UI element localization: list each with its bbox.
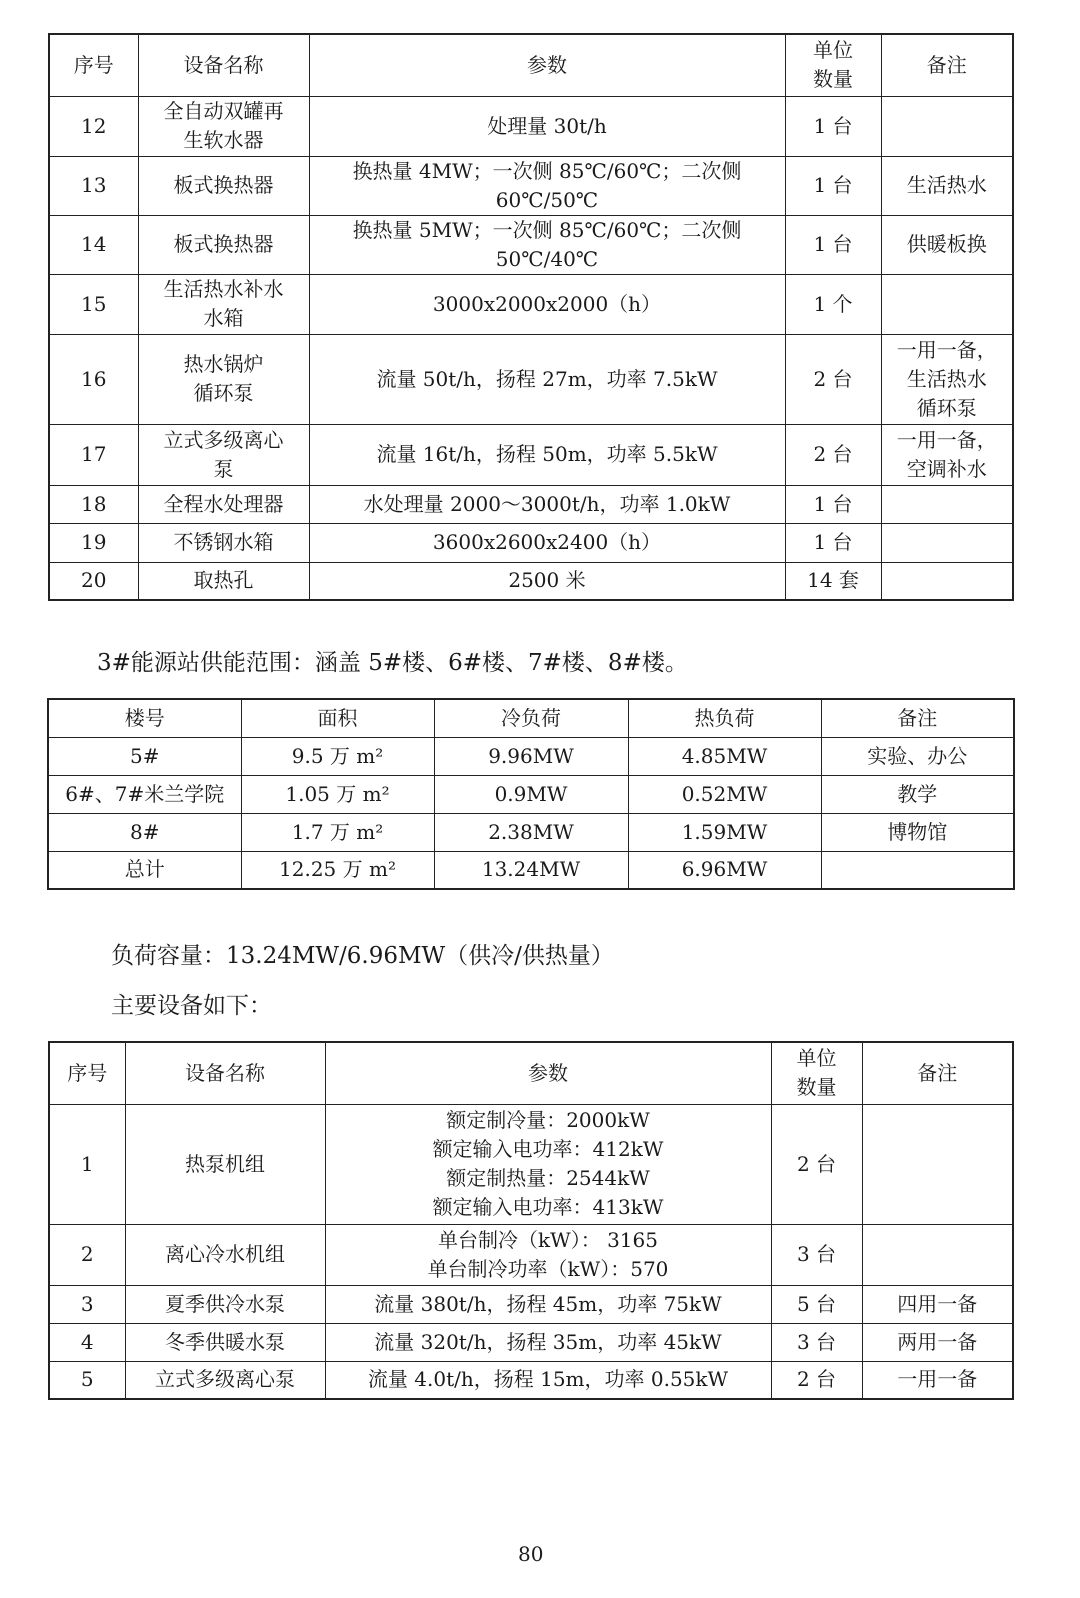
cell-heating-load: 4.85MW <box>628 737 821 775</box>
cell-note <box>881 334 1013 424</box>
cell-no: 5 <box>49 1361 125 1399</box>
cell-note <box>862 1104 1013 1224</box>
table-row <box>49 274 1013 334</box>
cell-cooling-load: 2.38MW <box>434 813 628 851</box>
cell-area: 1.7 万 m² <box>241 813 434 851</box>
cell-note <box>862 1361 1013 1399</box>
table-row <box>49 1224 1013 1285</box>
cell-note-line: 生活热水 <box>906 366 987 391</box>
cell-qty: 1 台 <box>785 215 881 274</box>
cell-name-line: 循环泵 <box>193 381 254 405</box>
cell-heating-load: 0.52MW <box>628 775 821 813</box>
cell-params <box>309 485 785 523</box>
cell-no: 17 <box>49 424 138 485</box>
cell-cooling-load: 13.24MW <box>434 851 628 889</box>
cell-no: 20 <box>49 562 138 600</box>
cell-name-line: 夏季供冷水泵 <box>165 1291 285 1316</box>
cell-params <box>309 334 785 424</box>
cell-params-line: 换热量 5MW；一次侧 85℃/60℃；二次侧 <box>352 217 742 242</box>
cell-note <box>881 424 1013 485</box>
cell-params <box>309 424 785 485</box>
header-no: 序号 <box>49 34 138 96</box>
cell-building: 5# <box>48 737 241 775</box>
table-row <box>49 334 1013 424</box>
cell-name-line: 立式多级离心 <box>163 427 284 452</box>
cell-note <box>881 156 1013 215</box>
cell-params-line: 50℃/40℃ <box>495 246 599 271</box>
header-heating-load: 热负荷 <box>628 699 821 737</box>
cell-name-line: 生软水器 <box>183 128 264 152</box>
cell-name-line: 热泵机组 <box>185 1151 265 1176</box>
cell-name <box>138 334 309 424</box>
cell-note-line: 空调补水 <box>906 456 987 481</box>
cell-params <box>325 1361 771 1399</box>
cell-params-line: 换热量 4MW；一次侧 85℃/60℃；二次侧 <box>352 158 742 183</box>
equipment-table-1 <box>48 33 1014 601</box>
cell-qty: 1 台 <box>785 96 881 156</box>
cell-name-line: 离心冷水机组 <box>165 1242 285 1266</box>
header-row <box>49 1042 1013 1104</box>
cell-name <box>125 1224 325 1285</box>
cell-params-line: 3600x2600x2400（h） <box>432 530 662 554</box>
cell-params-line: 2500 米 <box>508 568 586 593</box>
header-note: 备注 <box>821 699 1014 737</box>
cell-qty: 1 台 <box>785 523 881 562</box>
cell-name <box>138 424 309 485</box>
cell-params-line: 流量 380t/h，扬程 45m，功率 75kW <box>374 1291 722 1316</box>
cell-qty: 3 台 <box>771 1323 862 1361</box>
cell-note-line: 四用一备 <box>897 1291 978 1316</box>
cell-params-line: 60℃/50℃ <box>495 187 599 212</box>
cell-no: 16 <box>49 334 138 424</box>
cell-building: 6#、7#米兰学院 <box>48 775 241 813</box>
cell-name <box>138 156 309 215</box>
cell-heating-load: 6.96MW <box>628 851 821 889</box>
cell-params <box>309 96 785 156</box>
cell-qty: 2 台 <box>771 1361 862 1399</box>
cell-name <box>138 523 309 562</box>
cell-params-line: 额定输入电功率：412kW <box>432 1137 664 1161</box>
table-row <box>49 523 1013 562</box>
table-row <box>48 737 1014 775</box>
cell-note-line: 生活热水 <box>906 173 987 197</box>
page-number: 80 <box>518 1542 544 1566</box>
header-cooling-load: 冷负荷 <box>434 699 628 737</box>
cell-qty: 2 台 <box>771 1104 862 1224</box>
cell-qty: 1 台 <box>785 485 881 523</box>
header-qty-line: 单位 <box>796 1046 837 1071</box>
cell-name-line: 板式换热器 <box>173 173 274 197</box>
cell-qty: 1 台 <box>785 156 881 215</box>
cell-params <box>309 156 785 215</box>
cell-note <box>881 562 1013 600</box>
cell-note <box>862 1285 1013 1323</box>
cell-name <box>138 274 309 334</box>
cell-qty: 3 台 <box>771 1224 862 1285</box>
table-row <box>49 485 1013 523</box>
cell-name <box>138 215 309 274</box>
cell-building: 总计 <box>48 851 241 889</box>
cell-name-line: 全程水处理器 <box>163 491 284 516</box>
cell-heating-load: 1.59MW <box>628 813 821 851</box>
cell-building: 8# <box>48 813 241 851</box>
cell-area: 9.5 万 m² <box>241 737 434 775</box>
cell-name <box>125 1104 325 1224</box>
cell-params-line: 流量 4.0t/h，扬程 15m，功率 0.55kW <box>367 1367 729 1392</box>
cell-name <box>138 96 309 156</box>
cell-area: 1.05 万 m² <box>241 775 434 813</box>
table-row <box>49 562 1013 600</box>
cell-params <box>325 1224 771 1285</box>
header-row <box>48 699 1014 737</box>
cell-params <box>325 1285 771 1323</box>
cell-params-line: 水处理量 2000～3000t/h，功率 1.0kW <box>363 491 731 516</box>
header-no: 序号 <box>49 1042 125 1104</box>
cell-params-line: 单台制冷功率（kW）：570 <box>427 1256 669 1281</box>
header-name: 设备名称 <box>138 34 309 96</box>
table-row <box>48 813 1014 851</box>
cell-name <box>138 562 309 600</box>
load-capacity-text: 负荷容量：13.24MW/6.96MW（供冷/供热量） <box>111 943 614 969</box>
table-row <box>49 96 1013 156</box>
cell-no: 13 <box>49 156 138 215</box>
header-qty <box>771 1042 862 1104</box>
cell-name-line: 水箱 <box>203 306 244 330</box>
cell-params <box>325 1104 771 1224</box>
header-name: 设备名称 <box>125 1042 325 1104</box>
cell-params-line: 处理量 30t/h <box>487 113 607 138</box>
header-area: 面积 <box>241 699 434 737</box>
cell-no: 2 <box>49 1224 125 1285</box>
header-params: 参数 <box>325 1042 771 1104</box>
cell-note-line: 循环泵 <box>916 395 977 420</box>
cell-qty: 5 台 <box>771 1285 862 1323</box>
cell-note-line: 供暖板换 <box>906 232 987 256</box>
cell-note <box>881 485 1013 523</box>
header-qty-line: 数量 <box>796 1075 837 1100</box>
cell-params <box>309 215 785 274</box>
cell-name-line: 板式换热器 <box>173 232 274 256</box>
table-row <box>49 424 1013 485</box>
cell-name-line: 冬季供暖水泵 <box>165 1329 285 1354</box>
cell-no: 12 <box>49 96 138 156</box>
header-params: 参数 <box>309 34 785 96</box>
cell-note <box>862 1224 1013 1285</box>
supply-scope-text: 3#能源站供能范围：涵盖 5#楼、6#楼、7#楼、8#楼。 <box>97 650 688 676</box>
cell-note: 教学 <box>821 775 1014 813</box>
cell-note: 实验、办公 <box>821 737 1014 775</box>
cell-params <box>325 1323 771 1361</box>
cell-no: 15 <box>49 274 138 334</box>
cell-params-line: 流量 50t/h，扬程 27m，功率 7.5kW <box>376 366 718 391</box>
cell-params <box>309 562 785 600</box>
cell-note-line: 一用一备 <box>897 1367 978 1392</box>
table-row <box>49 215 1013 274</box>
cell-params-line: 3000x2000x2000（h） <box>432 291 662 316</box>
header-qty-line: 单位 <box>813 38 853 63</box>
cell-area: 12.25 万 m² <box>241 851 434 889</box>
cell-name-line: 热水锅炉 <box>183 352 264 376</box>
cell-params-line: 额定制冷量：2000kW <box>446 1108 650 1132</box>
cell-params-line: 额定输入电功率：413kW <box>432 1195 664 1219</box>
cell-name-line: 取热孔 <box>193 568 254 593</box>
cell-no: 3 <box>49 1285 125 1323</box>
table-row <box>49 1361 1013 1399</box>
cell-note <box>881 523 1013 562</box>
cell-params-line: 额定制热量：2544kW <box>446 1166 650 1190</box>
cell-name-line: 全自动双罐再 <box>163 99 284 123</box>
table-row <box>49 1104 1013 1224</box>
cell-params-line: 流量 16t/h，扬程 50m，功率 5.5kW <box>376 442 718 466</box>
header-qty-line: 数量 <box>813 67 853 92</box>
cell-name <box>138 485 309 523</box>
cell-qty: 1 个 <box>785 274 881 334</box>
cell-name-line: 立式多级离心泵 <box>155 1367 295 1392</box>
cell-name-line: 泵 <box>213 456 234 481</box>
table-row <box>48 851 1014 889</box>
cell-note <box>821 851 1014 889</box>
header-qty <box>785 34 881 96</box>
cell-params-line: 单台制冷（kW）： 3165 <box>438 1227 658 1252</box>
cell-note <box>862 1323 1013 1361</box>
cell-note-line: 一用一备， <box>896 427 997 452</box>
cell-name <box>125 1323 325 1361</box>
header-row <box>49 34 1013 96</box>
cell-qty: 2 台 <box>785 424 881 485</box>
header-note: 备注 <box>881 34 1013 96</box>
cell-name-line: 不锈钢水箱 <box>173 530 274 554</box>
cell-note-line: 两用一备 <box>897 1329 978 1354</box>
equipment-table-2 <box>48 1041 1014 1400</box>
table-row <box>49 1323 1013 1361</box>
cell-note <box>881 96 1013 156</box>
cell-qty: 14 套 <box>785 562 881 600</box>
cell-no: 18 <box>49 485 138 523</box>
cell-note: 博物馆 <box>821 813 1014 851</box>
cell-params <box>309 274 785 334</box>
cell-cooling-load: 9.96MW <box>434 737 628 775</box>
table-row <box>48 775 1014 813</box>
cell-no: 4 <box>49 1323 125 1361</box>
cell-note <box>881 215 1013 274</box>
cell-note <box>881 274 1013 334</box>
cell-params-line: 流量 320t/h，扬程 35m，功率 45kW <box>374 1329 722 1354</box>
cell-params <box>309 523 785 562</box>
building-load-table <box>47 698 1015 890</box>
cell-name <box>125 1285 325 1323</box>
cell-name <box>125 1361 325 1399</box>
header-note: 备注 <box>862 1042 1013 1104</box>
cell-cooling-load: 0.9MW <box>434 775 628 813</box>
cell-note-line: 一用一备， <box>896 337 997 362</box>
cell-no: 14 <box>49 215 138 274</box>
header-building: 楼号 <box>48 699 241 737</box>
cell-no: 1 <box>49 1104 125 1224</box>
main-equipment-heading: 主要设备如下： <box>111 993 272 1019</box>
cell-name-line: 生活热水补水 <box>163 277 284 301</box>
cell-no: 19 <box>49 523 138 562</box>
table-row <box>49 1285 1013 1323</box>
table-row <box>49 156 1013 215</box>
cell-qty: 2 台 <box>785 334 881 424</box>
